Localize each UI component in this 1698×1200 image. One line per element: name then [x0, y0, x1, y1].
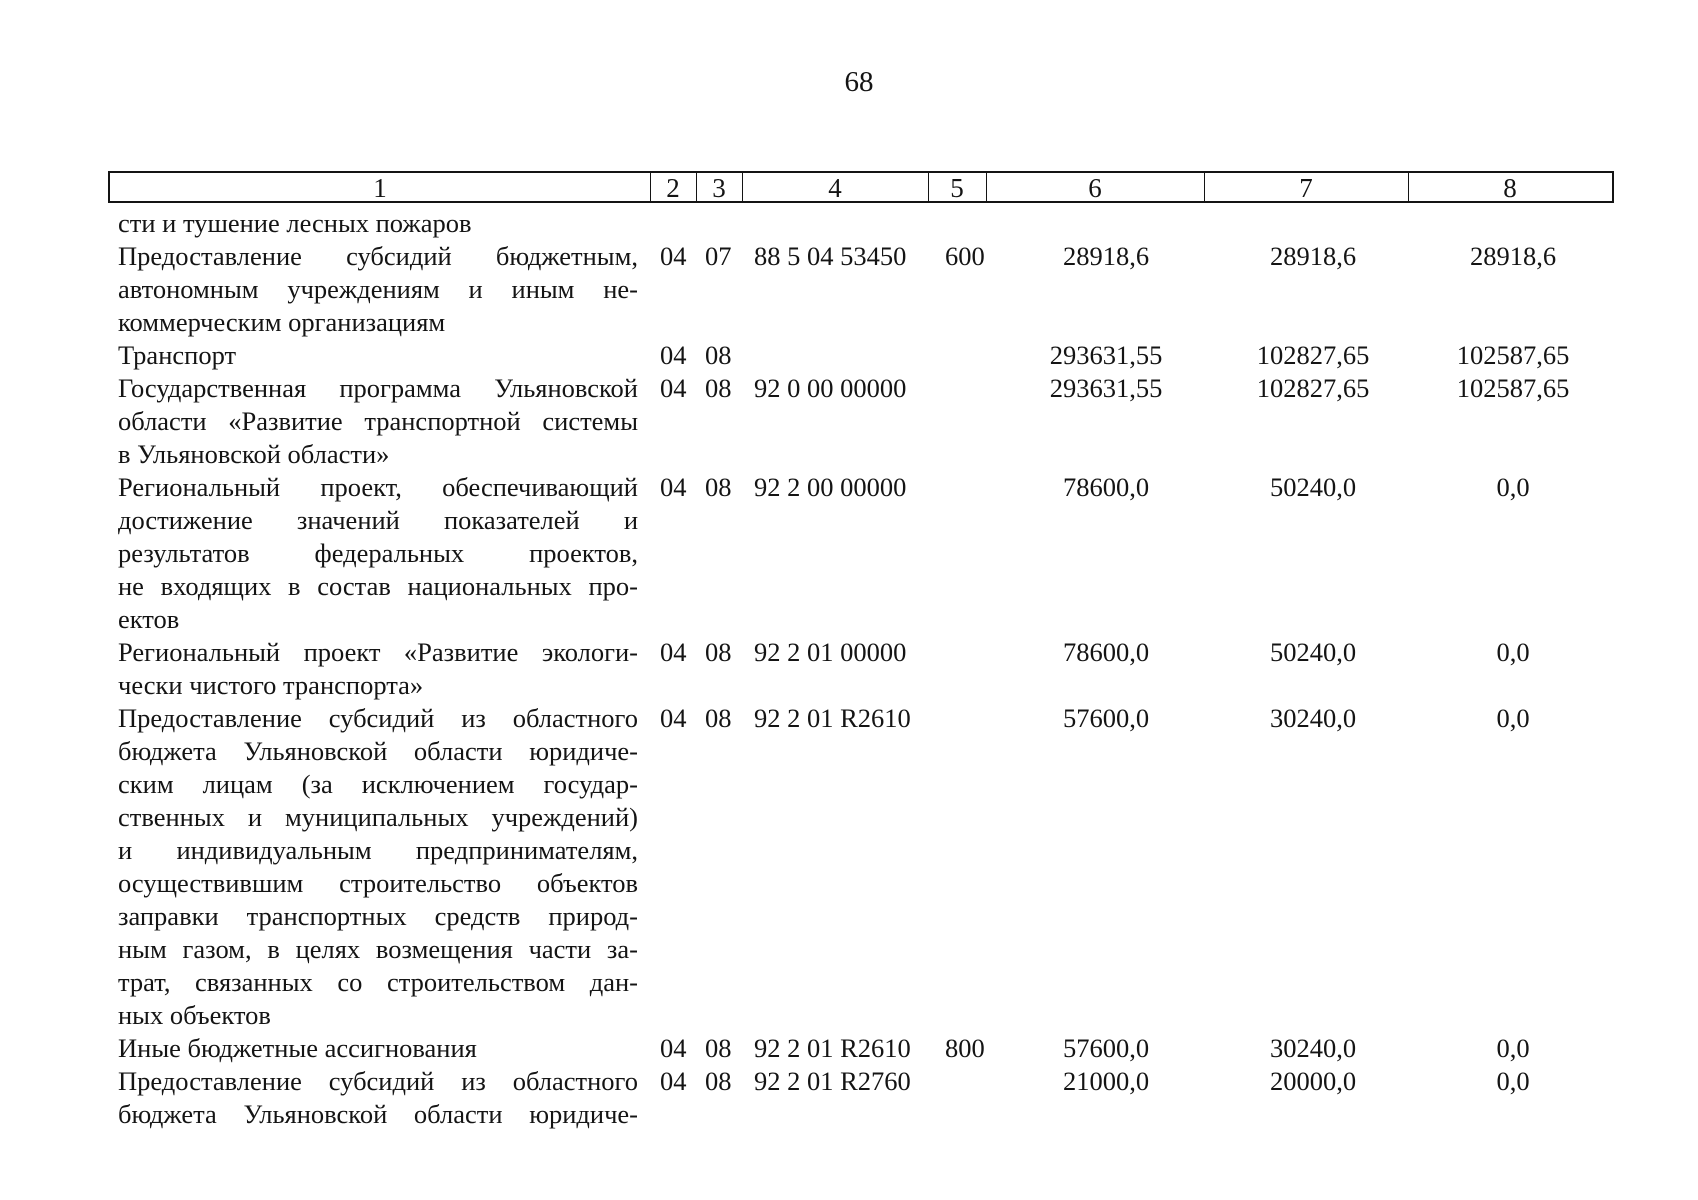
- row-description-line: Предоставление субсидий бюджетным,: [118, 241, 638, 271]
- row-description-line: Региональный проект «Развитие экологи-: [118, 637, 638, 667]
- row-cell-c2: 04: [660, 637, 687, 667]
- row-description-line: ственных и муниципальных учреждений): [118, 802, 638, 832]
- row-description-line: и индивидуальным предпринимателям,: [118, 835, 638, 865]
- row-cell-c8: 0,0: [1496, 637, 1530, 667]
- row-cell-c8: 0,0: [1496, 472, 1530, 502]
- row-cell-c3: 08: [705, 1066, 732, 1096]
- row-cell-c8: 0,0: [1496, 1066, 1530, 1096]
- header-col-4: 4: [828, 173, 842, 203]
- row-description-line: Предоставление субсидий из областного: [118, 703, 638, 733]
- header-col-6: 6: [1088, 173, 1102, 203]
- header-col-7: 7: [1299, 173, 1313, 203]
- row-cell-c3: 08: [705, 1033, 732, 1063]
- row-cell-c2: 04: [660, 703, 687, 733]
- row-cell-c7: 30240,0: [1269, 1033, 1357, 1063]
- row-cell-c7: 28918,6: [1269, 241, 1357, 271]
- row-description-line: заправки транспортных средств природ-: [118, 901, 638, 931]
- row-description-line: коммерческим организациям: [118, 307, 446, 337]
- row-cell-c2: 04: [660, 1033, 687, 1063]
- header-col-3: 3: [712, 173, 726, 203]
- row-description-line: бюджета Ульяновской области юридиче-: [118, 1099, 638, 1129]
- header-col-8: 8: [1503, 173, 1517, 203]
- row-cell-c5: 800: [945, 1033, 985, 1063]
- row-cell-c7: 20000,0: [1269, 1066, 1357, 1096]
- row-cell-c4: 92 2 01 R2610: [754, 703, 911, 733]
- row-cell-c6: 78600,0: [1062, 472, 1150, 502]
- row-cell-c7: 50240,0: [1269, 637, 1357, 667]
- header-col-1: 1: [373, 173, 387, 203]
- row-cell-c4: 92 2 01 00000: [754, 637, 907, 667]
- row-cell-c3: 08: [705, 637, 732, 667]
- row-cell-c4: 92 2 01 R2610: [754, 1033, 911, 1063]
- row-description-line: ных объектов: [118, 1000, 271, 1030]
- row-cell-c3: 08: [705, 703, 732, 733]
- row-cell-c8: 28918,6: [1469, 241, 1557, 271]
- row-description-line: области «Развитие транспортной системы: [118, 406, 638, 436]
- row-description-line: сти и тушение лесных пожаров: [118, 208, 472, 238]
- row-description-line: бюджета Ульяновской области юридиче-: [118, 736, 638, 766]
- row-cell-c6: 21000,0: [1062, 1066, 1150, 1096]
- row-cell-c6: 78600,0: [1062, 637, 1150, 667]
- row-cell-c4: 88 5 04 53450: [754, 241, 907, 271]
- row-cell-c3: 08: [705, 340, 732, 370]
- row-description-line: Иные бюджетные ассигнования: [118, 1033, 477, 1063]
- row-cell-c7: 50240,0: [1269, 472, 1357, 502]
- row-cell-c3: 08: [705, 373, 732, 403]
- row-description-line: достижение значений показателей и: [118, 505, 638, 535]
- row-cell-c6: 57600,0: [1062, 1033, 1150, 1063]
- row-cell-c4: 92 0 00 00000: [754, 373, 907, 403]
- row-cell-c7: 102827,65: [1256, 373, 1370, 403]
- row-cell-c2: 04: [660, 373, 687, 403]
- row-cell-c6: 28918,6: [1062, 241, 1150, 271]
- row-description-line: Региональный проект, обеспечивающий: [118, 472, 638, 502]
- row-description-line: автономным учреждениям и иным не-: [118, 274, 638, 304]
- header-col-5: 5: [950, 173, 964, 203]
- row-description-line: осуществившим строительство объектов: [118, 868, 638, 898]
- row-cell-c4: 92 2 00 00000: [754, 472, 907, 502]
- row-cell-c6: 57600,0: [1062, 703, 1150, 733]
- row-description-line: ским лицам (за исключением государ-: [118, 769, 638, 799]
- row-cell-c2: 04: [660, 1066, 687, 1096]
- row-cell-c8: 102587,65: [1456, 373, 1570, 403]
- row-description-line: трат, связанных со строительством дан-: [118, 967, 638, 997]
- row-cell-c6: 293631,55: [1049, 373, 1163, 403]
- row-cell-c4: 92 2 01 R2760: [754, 1066, 911, 1096]
- row-cell-c8: 0,0: [1496, 1033, 1530, 1063]
- row-description-line: ным газом, в целях возмещения части за-: [118, 934, 638, 964]
- row-cell-c2: 04: [660, 340, 687, 370]
- row-cell-c6: 293631,55: [1049, 340, 1163, 370]
- table-header: [108, 171, 1614, 203]
- row-cell-c7: 102827,65: [1256, 340, 1370, 370]
- row-description-line: Государственная программа Ульяновской: [118, 373, 638, 403]
- page-number: 68: [844, 66, 874, 98]
- row-description-line: чески чистого транспорта»: [118, 670, 424, 700]
- row-description-line: Предоставление субсидий из областного: [118, 1066, 638, 1096]
- row-cell-c8: 102587,65: [1456, 340, 1570, 370]
- row-cell-c2: 04: [660, 472, 687, 502]
- row-cell-c8: 0,0: [1496, 703, 1530, 733]
- row-cell-c3: 08: [705, 472, 732, 502]
- row-cell-c3: 07: [705, 241, 732, 271]
- row-description-line: в Ульяновской области»: [118, 439, 390, 469]
- header-col-2: 2: [666, 173, 680, 203]
- row-description-line: ектов: [118, 604, 180, 634]
- row-description-line: Транспорт: [118, 340, 237, 370]
- row-cell-c7: 30240,0: [1269, 703, 1357, 733]
- row-cell-c5: 600: [945, 241, 985, 271]
- row-cell-c2: 04: [660, 241, 687, 271]
- row-description-line: результатов федеральных проектов,: [118, 538, 638, 568]
- row-description-line: не входящих в состав национальных про-: [118, 571, 638, 601]
